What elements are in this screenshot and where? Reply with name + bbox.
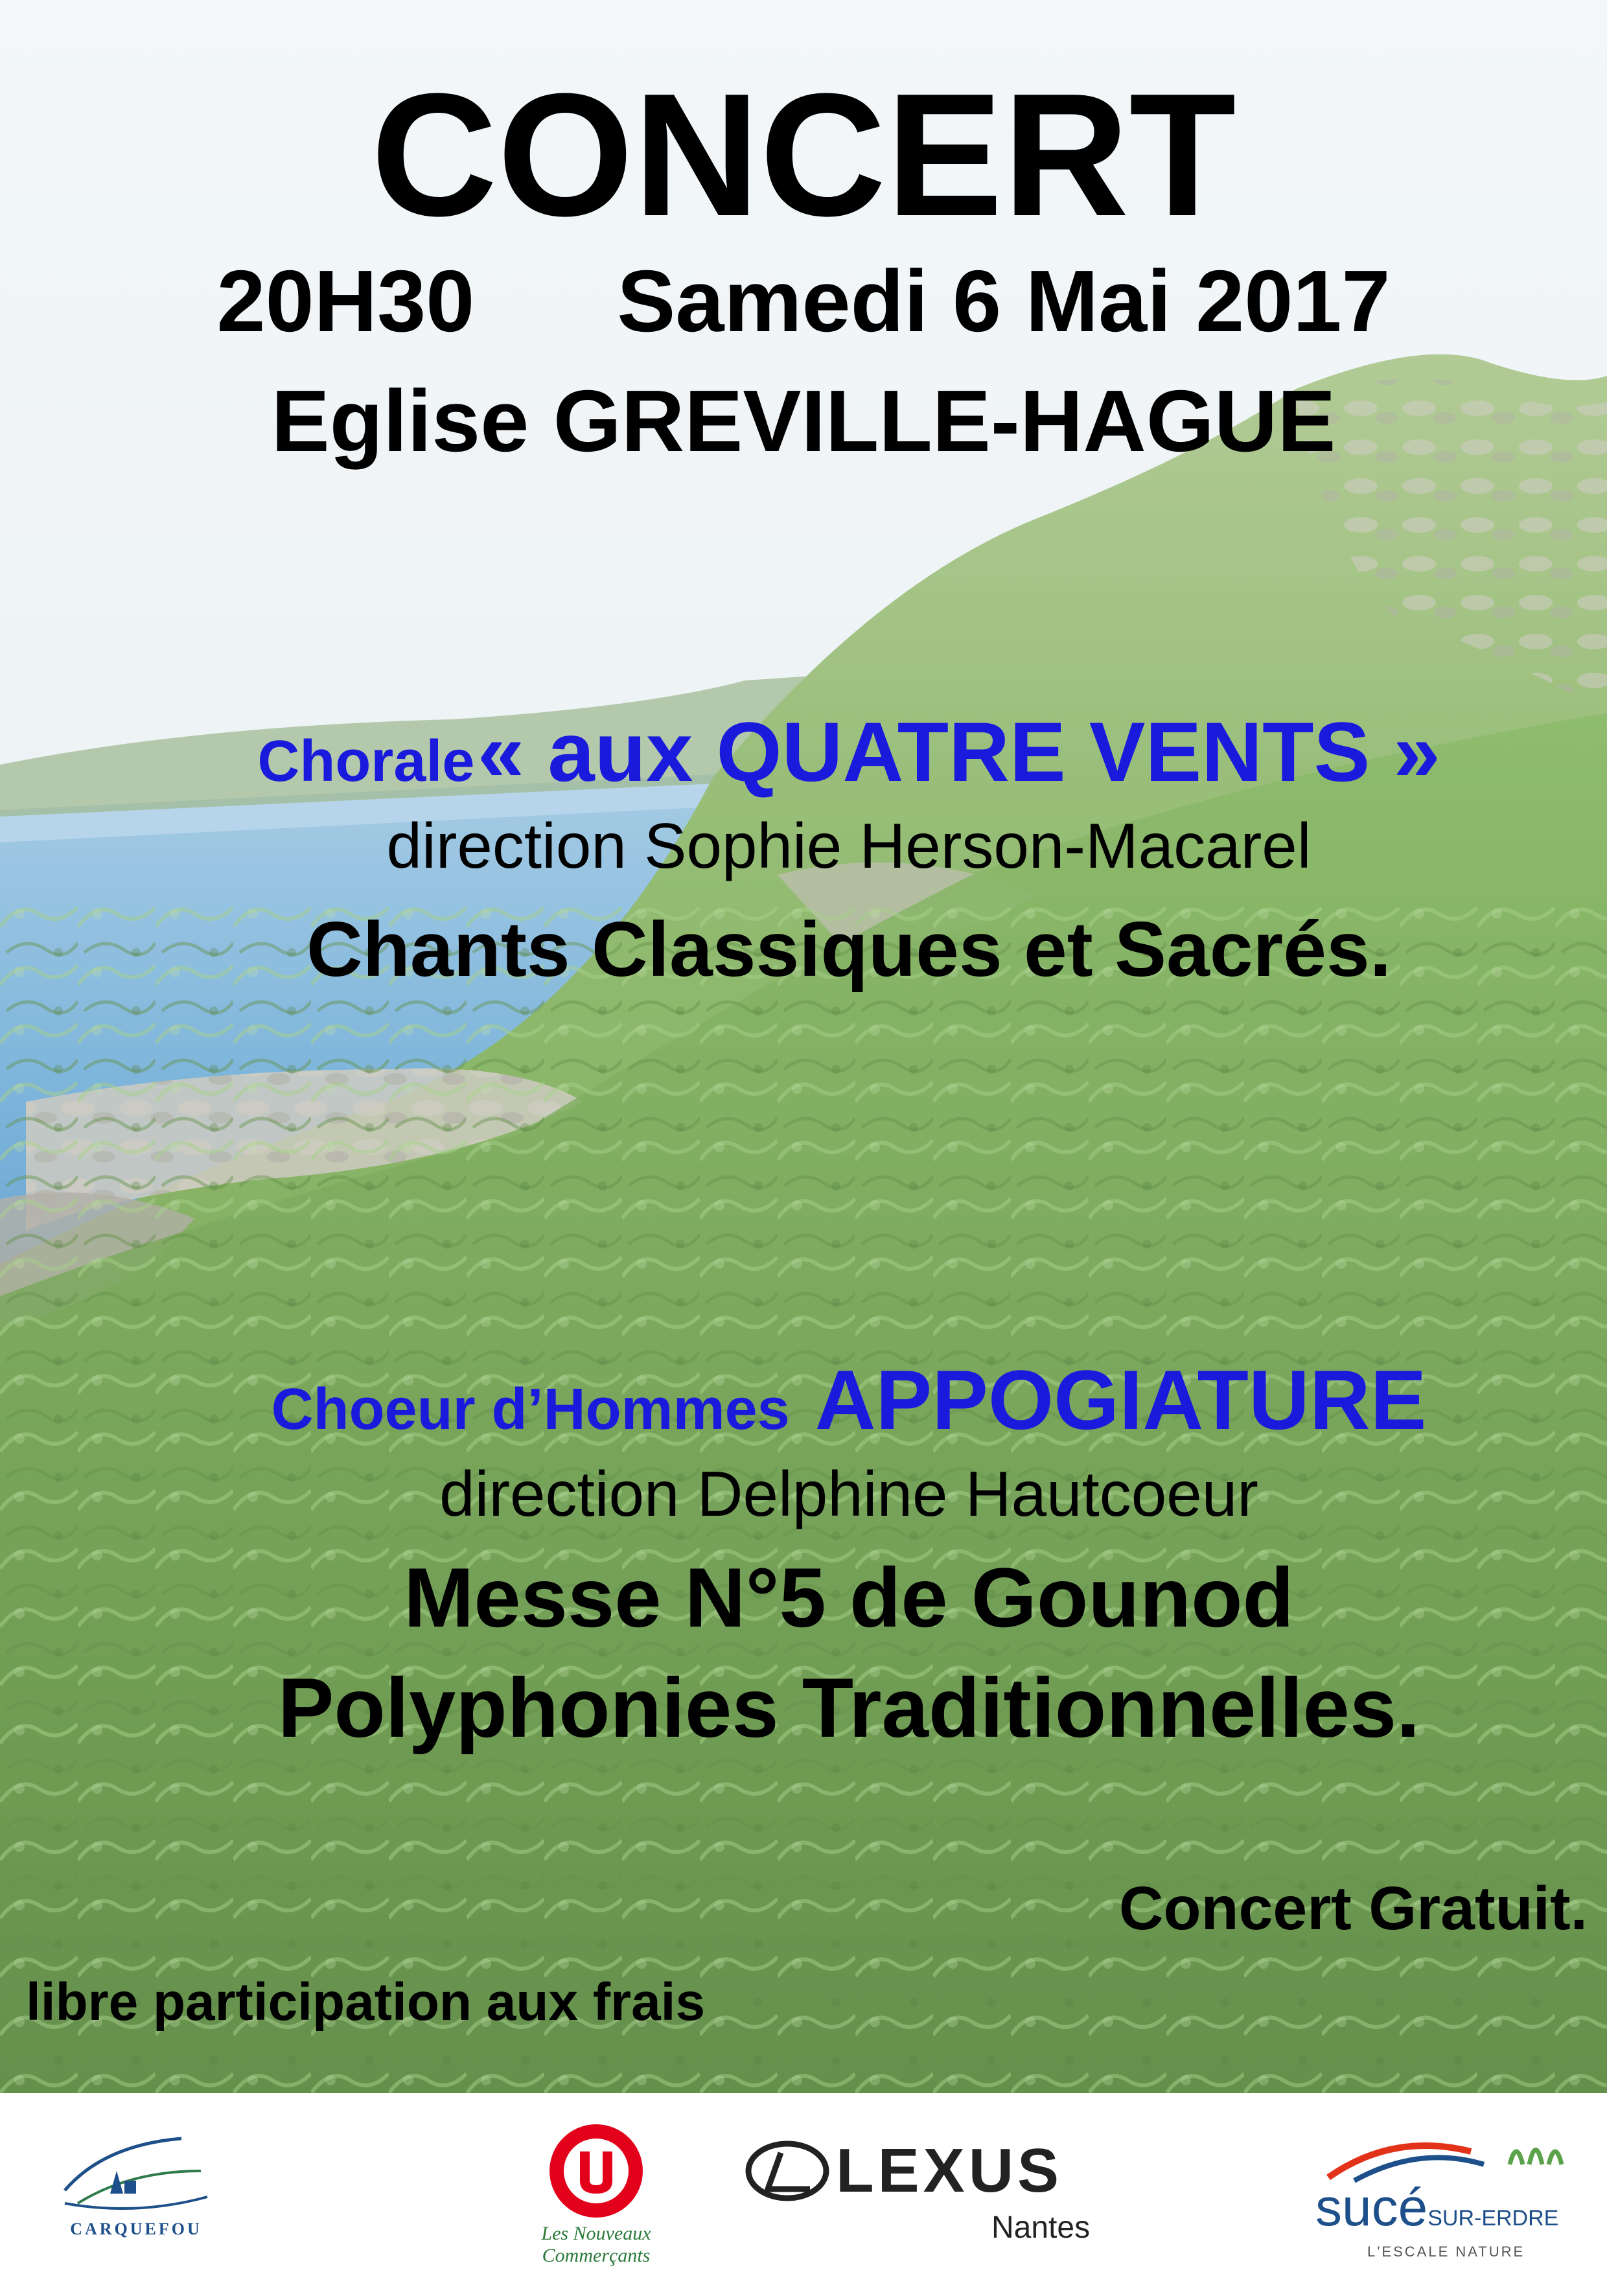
suce-tagline: L'ESCALE NATURE xyxy=(1367,2244,1525,2260)
choir2-prefix: Choeur d’Hommes xyxy=(271,1377,790,1442)
free-concert-label: Concert Gratuit. xyxy=(1118,1874,1588,1943)
suce-name: sucé xyxy=(1315,2178,1428,2237)
suce-swirl-icon xyxy=(1315,2126,1588,2184)
sponsors-footer xyxy=(0,2093,1607,2296)
concert-date: Samedi 6 Mai 2017 xyxy=(617,252,1391,350)
choir1-program: Chants Classiques et Sacrés. xyxy=(306,906,1392,993)
carquefou-logo xyxy=(52,2132,220,2262)
lexus-logo xyxy=(745,2136,1108,2268)
choir1-name: « aux QUATRE VENTS » xyxy=(477,704,1440,799)
poster-title: CONCERT xyxy=(371,58,1236,253)
choir2-name: APPOGIATURE xyxy=(815,1352,1427,1447)
venue: Eglise GREVILLE-HAGUE xyxy=(271,372,1336,470)
suce-wordmark xyxy=(1315,2177,1558,2238)
carquefou-icon xyxy=(52,2132,220,2223)
super-u-icon xyxy=(525,2119,667,2223)
super-u-logo xyxy=(525,2119,667,2288)
choir1-prefix: Chorale xyxy=(257,729,475,794)
choir2-director: direction Delphine Hautcoeur xyxy=(439,1458,1258,1529)
suce-sur-erdre-logo xyxy=(1315,2126,1588,2275)
time-date-line xyxy=(0,249,1607,353)
choir2-program-polyphonies: Polyphonies Traditionnelles. xyxy=(277,1660,1420,1755)
carquefou-label: CARQUEFOU xyxy=(70,2220,202,2238)
suce-suffix: SUR-ERDRE xyxy=(1428,2206,1559,2231)
concert-time: 20H30 xyxy=(216,252,475,350)
choir2-program-mass: Messe N°5 de Gounod xyxy=(404,1550,1294,1645)
lexus-emblem-icon xyxy=(745,2139,829,2203)
lexus-city: Nantes xyxy=(991,2210,1091,2245)
lexus-wordmark: LEXUS xyxy=(836,2136,1063,2205)
participation-note: libre participation aux frais xyxy=(26,1973,706,2032)
super-u-label: Les Nouveaux Commerçants xyxy=(541,2223,651,2266)
choir1-director: direction Sophie Herson-Macarel xyxy=(386,810,1312,881)
